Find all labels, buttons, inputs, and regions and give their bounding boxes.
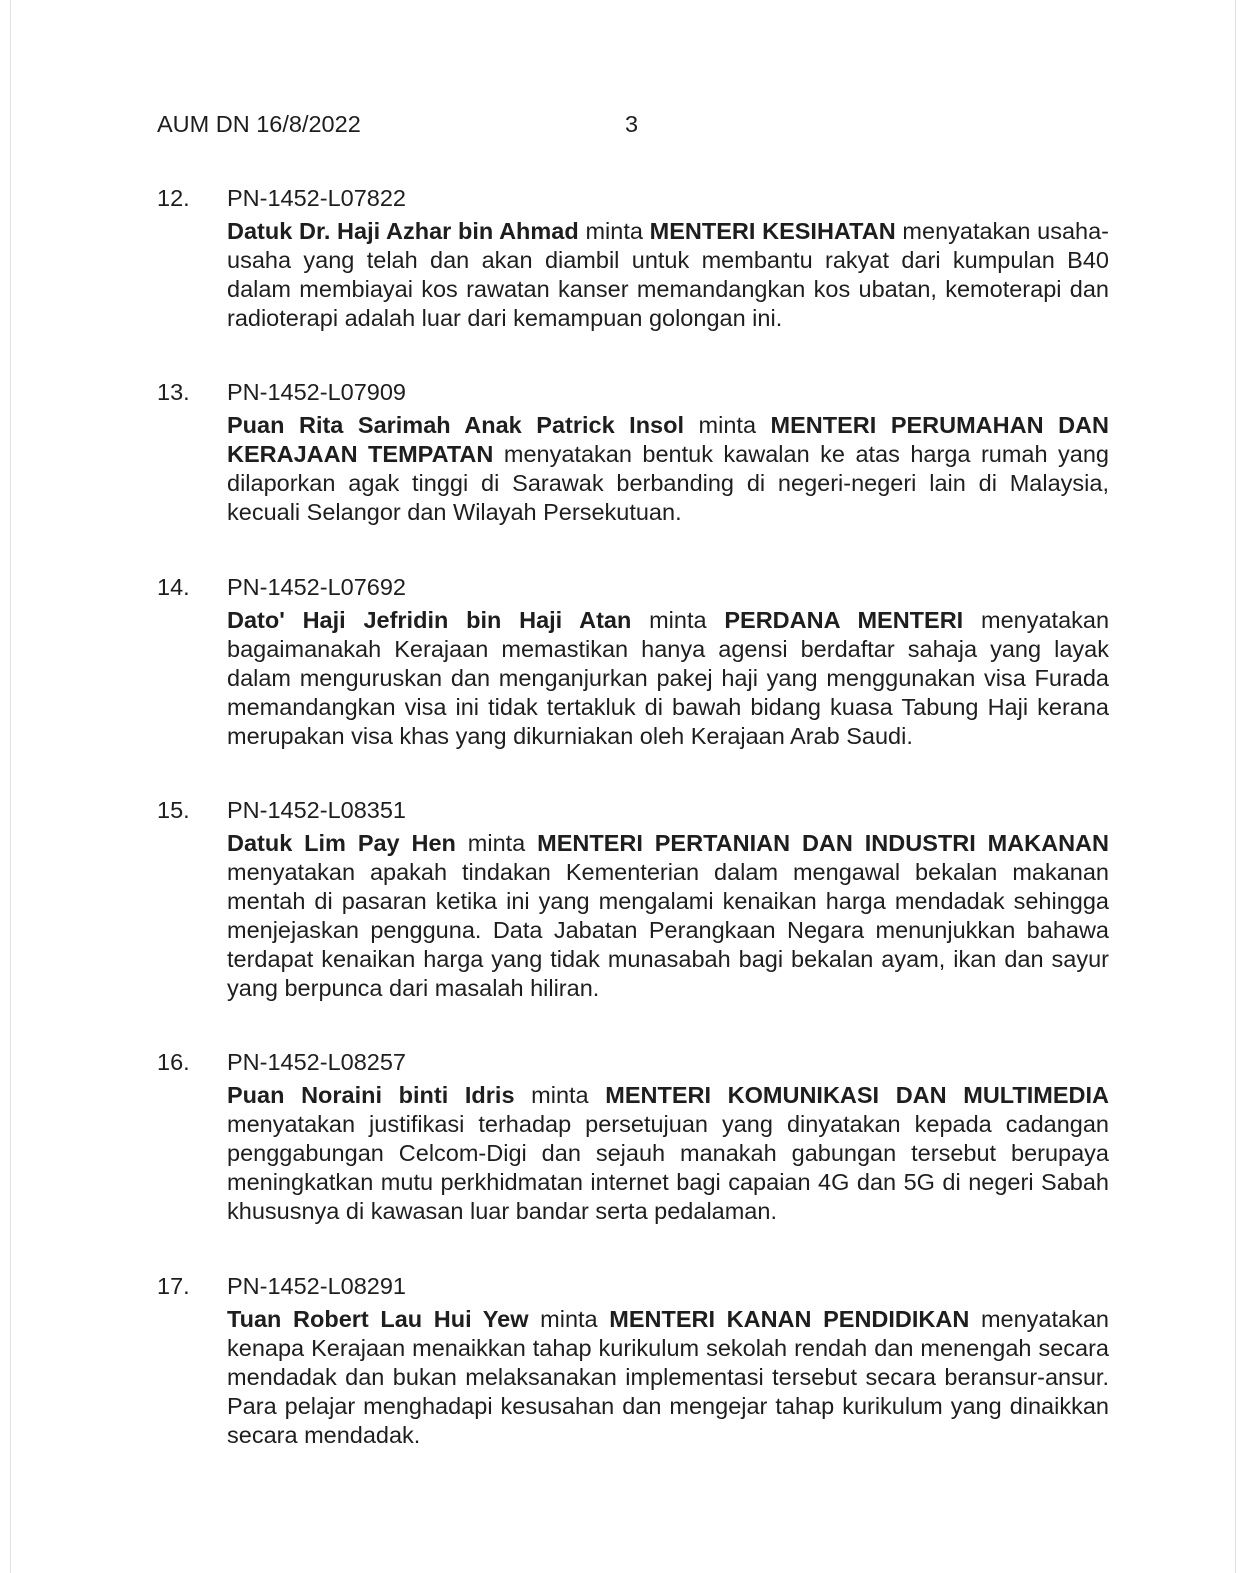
question-code: PN-1452-L08291 (227, 1273, 406, 1299)
question-connector: minta (531, 1082, 589, 1108)
question-number: 12. (157, 185, 190, 211)
question-number: 16. (157, 1049, 190, 1075)
question-text: menyatakan bentuk kawalan ke atas harga rumah yang dilaporkan agak tinggi di Sarawak berbanding di negeri-negeri lain di Malaysia, kecuali Selangor dan Wilayah Persekutuan. (227, 441, 1109, 525)
question-text: menyatakan apakah tindakan Kementerian dalam mengawal bekalan makanan mentah di pasaran ketika ini yang mengalami kenaikan harga mendadak sehingga menjejaskan pengguna. Data Jabatan Perangkaan Negara menunjukkan bahawa terdapat kenaikan harga yang tidak munasabah bagi bekalan ayam, ikan dan sayur yang berpunca dari masalah hiliran. (227, 859, 1109, 1001)
question-text: menyatakan usaha-usaha yang telah dan akan diambil untuk membantu rakyat dari kumpulan B40 dalam membiayai kos rawatan kanser memandangkan kos ubatan, kemoterapi dan radioterapi adalah luar dari kemampuan golongan ini. (227, 218, 1110, 331)
question-connector: minta (698, 412, 757, 438)
question-body (227, 829, 1109, 1003)
question-item (157, 1272, 1109, 1450)
question-item (157, 796, 1109, 1003)
question-asker: Datuk Dr. Haji Azhar bin Ahmad (227, 218, 579, 244)
question-connector: minta (467, 830, 526, 856)
question-code: PN-1452-L08351 (227, 797, 406, 823)
question-connector: minta (540, 1306, 598, 1332)
question-code: PN-1452-L07909 (227, 379, 406, 405)
question-text: menyatakan bagaimanakah Kerajaan memastikan hanya agensi berdaftar sahaja yang layak dalam menguruskan dan menganjurkan pakej haji yang menggunakan visa Furada memandangkan visa ini tidak tertakluk di bawah bidang kuasa Tabung Haji kerana merupakan visa khas yang dikurniakan oleh Kerajaan Arab Saudi. (227, 607, 1110, 749)
question-connector: minta (585, 218, 643, 244)
question-minister: MENTERI KANAN PENDIDIKAN (609, 1306, 970, 1332)
question-code: PN-1452-L07692 (227, 574, 406, 600)
question-code: PN-1452-L07822 (227, 185, 406, 211)
question-asker: Dato' Haji Jefridin bin Haji Atan (227, 607, 632, 633)
question-number: 15. (157, 797, 190, 823)
question-number: 13. (157, 379, 190, 405)
question-asker: Tuan Robert Lau Hui Yew (227, 1306, 529, 1332)
question-text: menyatakan justifikasi terhadap persetujuan yang dinyatakan kepada cadangan penggabungan Celcom-Digi dan sejauh manakah gabungan tersebut berupaya meningkatkan mutu perkhidmatan internet bagi capaian 4G dan 5G di negeri Sabah khususnya di kawasan luar bandar serta pedalaman. (227, 1111, 1109, 1224)
question-item (157, 378, 1109, 527)
question-text: menyatakan kenapa Kerajaan menaikkan tahap kurikulum sekolah rendah dan menengah secara mendadak dan bukan melaksanakan implementasi tersebut secara beransur-ansur. Para pelajar menghadapi kesusahan dan mengejar tahap kurikulum yang dinaikkan secara mendadak. (227, 1306, 1109, 1448)
question-body (227, 411, 1109, 527)
question-minister: MENTERI PERTANIAN DAN INDUSTRI MAKANAN (537, 830, 1109, 856)
question-item (157, 573, 1109, 751)
question-item (157, 1048, 1109, 1226)
question-asker: Puan Rita Sarimah Anak Patrick Insol (227, 412, 685, 438)
document-content (157, 110, 1109, 1450)
question-body (227, 606, 1109, 751)
page-header (157, 110, 1109, 142)
document-reference: AUM DN 16/8/2022 (157, 111, 361, 137)
question-minister: MENTERI KESIHATAN (649, 218, 896, 244)
question-item (157, 184, 1109, 333)
page-number: 3 (625, 111, 639, 137)
question-asker: Datuk Lim Pay Hen (227, 830, 456, 856)
question-body (227, 1081, 1109, 1226)
document-page (10, 0, 1236, 1573)
question-minister: MENTERI PERUMAHAN DAN KERAJAAN TEMPATAN (227, 412, 1110, 467)
question-number: 14. (157, 574, 190, 600)
question-body (227, 217, 1109, 333)
question-code: PN-1452-L08257 (227, 1049, 406, 1075)
question-minister: MENTERI KOMUNIKASI DAN MULTIMEDIA (605, 1082, 1110, 1108)
question-asker: Puan Noraini binti Idris (227, 1082, 515, 1108)
question-number: 17. (157, 1273, 190, 1299)
question-minister: PERDANA MENTERI (724, 607, 964, 633)
question-body (227, 1305, 1109, 1450)
question-connector: minta (649, 607, 707, 633)
